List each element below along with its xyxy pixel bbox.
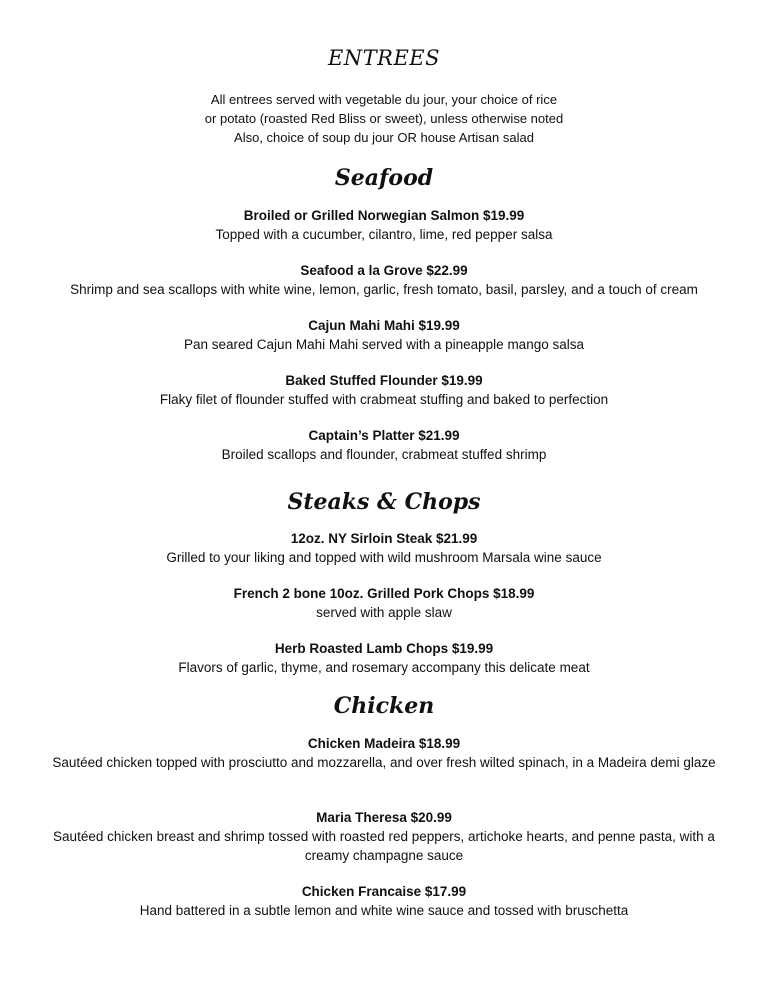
item-name: Cajun Mahi Mahi $19.99 — [308, 318, 460, 333]
menu-item — [40, 529, 728, 567]
item-desc: Hand battered in a subtle lemon and white wine sauce and tossed with bruschetta — [139, 903, 629, 918]
item-name: French 2 bone 10oz. Grilled Pork Chops $18.99 — [233, 586, 535, 601]
item-desc: served with apple slaw — [316, 605, 452, 620]
section-heading-chicken: Chicken — [333, 693, 435, 719]
item-desc: Topped with a cucumber, cilantro, lime, red pepper salsa — [215, 227, 553, 242]
section-heading-steaks-chops: Steaks & Chops — [287, 489, 481, 515]
menu-item — [40, 426, 728, 464]
section-heading-seafood: Seafood — [334, 165, 434, 191]
item-desc: Flaky filet of flounder stuffed with crabmeat stuffing and baked to perfection — [159, 392, 609, 407]
item-name: 12oz. NY Sirloin Steak $21.99 — [290, 531, 478, 546]
item-name: Seafood a la Grove $22.99 — [300, 263, 468, 278]
item-name: Chicken Madeira $18.99 — [307, 736, 461, 751]
item-name: Baked Stuffed Flounder $19.99 — [285, 373, 483, 388]
item-desc: Sautéed chicken breast and shrimp tossed with roasted red peppers, artichoke hearts, and penne pasta, with a creamy champagne sauce — [53, 829, 715, 863]
menu-item — [40, 206, 728, 244]
intro-line: Also, choice of soup du jour OR house Artisan salad — [234, 130, 534, 145]
menu-item — [40, 882, 728, 920]
item-desc: Grilled to your liking and topped with wild mushroom Marsala wine sauce — [166, 550, 602, 565]
item-name: Chicken Francaise $17.99 — [301, 884, 467, 899]
item-desc: Broiled scallops and flounder, crabmeat stuffed shrimp — [221, 447, 547, 462]
menu-item — [40, 734, 728, 772]
item-desc: Pan seared Cajun Mahi Mahi served with a pineapple mango salsa — [184, 337, 584, 352]
intro-line: All entrees served with vegetable du jour, your choice of rice — [210, 92, 558, 107]
item-desc: Shrimp and sea scallops with white wine, lemon, garlic, fresh tomato, basil, parsley, and a touch of cream — [70, 282, 698, 297]
item-name: Broiled or Grilled Norwegian Salmon $19.99 — [243, 208, 525, 223]
item-desc: Sautéed chicken topped with prosciutto and mozzarella, and over fresh wilted spinach, in a Madeira demi glaze — [52, 755, 716, 770]
intro-line: or potato (roasted Red Bliss or sweet), unless otherwise noted — [204, 111, 564, 126]
menu-item — [30, 261, 738, 299]
intro-text — [0, 90, 768, 147]
item-name: Maria Theresa $20.99 — [316, 810, 452, 825]
item-name: Captain’s Platter $21.99 — [308, 428, 460, 443]
item-name: Herb Roasted Lamb Chops $19.99 — [274, 641, 494, 656]
menu-item — [40, 639, 728, 677]
menu-item — [40, 584, 728, 622]
item-desc: Flavors of garlic, thyme, and rosemary accompany this delicate meat — [178, 660, 590, 675]
menu-item — [40, 316, 728, 354]
menu-item — [30, 808, 738, 865]
page-title: ENTREES — [327, 46, 441, 70]
menu-item — [40, 371, 728, 409]
